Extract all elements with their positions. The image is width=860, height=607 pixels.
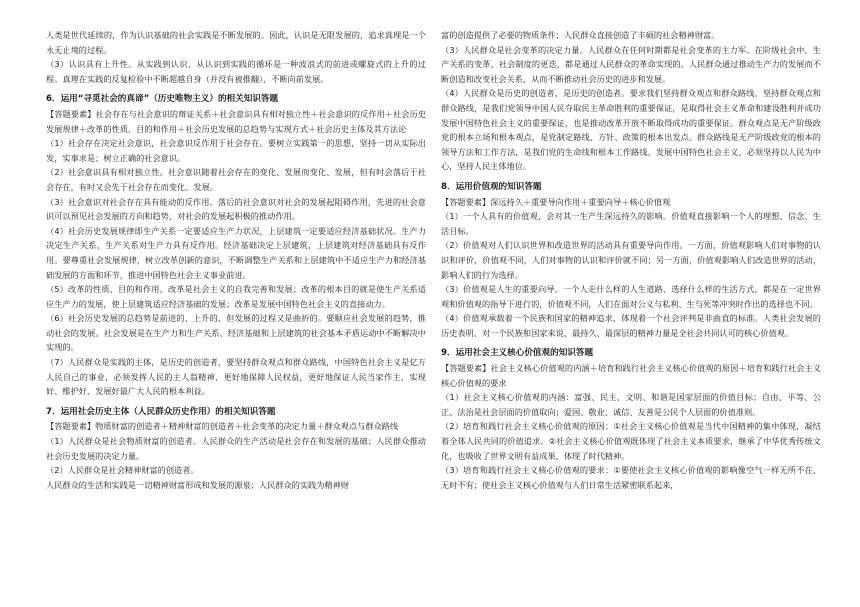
paragraph: 【答题要素】深远持久＋重要导向作用＋重要向导＋核心价值观	[441, 196, 671, 207]
paragraph: 【答题要素】社会主义核心价值观的内涵＋培育和践行社会主义核心价值观的原因＋培育和践行社会主义核心价值观的要求	[441, 363, 821, 388]
paragraph: （4）社会历史发展规律即生产关系一定要适应生产力状况，上层建筑一定要适应经济基础状况。生产力决定生产关系，生产关系对生产力具有反作用。经济基础决定上层建筑，上层建筑对经济基础具有反作用。要尊重社会发展规律，树立改革创新的意识，不断调整生产关系和上层建筑中不适应生产力和经济基础发展的方面和环节，推进中国特色社会主义事业前进。	[46, 225, 426, 280]
paragraph: （1）人民群众是社会物质财富的创造者。人民群众的生产活动是社会存在和发展的基础；人民群众推动社会历史发展的决定力量。	[46, 436, 426, 461]
paragraph: （1）一个人具有的价值观，会对其一生产生深远持久的影响。价值观直接影响一个人的理想、信念、生活目标。	[441, 211, 821, 236]
paragraph: （3）人民群众是社会变革的决定力量。人民群众在任何时期都是社会变革的主力军。在阶级社会中，生产关系的变革、社会制度的更迭，都是通过人民群众的革命实现的。人民群众通过推动生产力的发展而不断创造和改变社会关系，从而不断推动社会历史的进步和发展。	[441, 44, 821, 84]
paragraph: （2）社会意识具有相对独立性。社会意识随着社会存在的变化、发展而变化、发展，但有时会落后于社会存在，有时又会先于社会存在而变化、发展。	[46, 167, 426, 192]
paragraph: （7）人民群众是实践的主体，是历史的创造者，要坚持群众观点和群众路线，中国特色社会主义是亿万人民自己的事业，必须发挥人民的主人翁精神，更好地保障人民权益，更好地保证人民当家作主，实现好、维护好、发展好最广大人民的根本利益。	[46, 357, 426, 397]
paragraph: （3）价值观是人生的重要向导。一个人走什么样的人生道路、选择什么样的生活方式，都是在一定世界观和价值观的指导下进行的，价值观不同，人们在面对公义与私利、生与死等冲突时作出的选择也不同。	[441, 284, 821, 309]
section-heading: 6．运用“寻觅社会的真谛”（历史唯物主义）的相关知识答题	[46, 94, 279, 105]
paragraph: 【答题要素】物质财富的创造者＋精神财富的创造者＋社会变革的决定力量＋群众观点与群众路线	[46, 421, 399, 432]
left-column	[46, 28, 426, 492]
paragraph: （3）培育和践行社会主义核心价值观的要求：①要使社会主义核心价值观的影响像空气一样无所不在、无时不有；使社会主义核心价值观与人们日常生活紧密联系起来，	[441, 465, 821, 490]
paragraph: （3）社会意识对社会存在具有能动的反作用。落后的社会意识对社会的发展起阻碍作用，先进的社会意识可以预见社会发展的方向和趋势，对社会的发展起积极的推动作用。	[46, 196, 426, 222]
paragraph: （2）培育和践行社会主义核心价值观的原因：①社会主义核心价值观是当代中国精神的集中体现，凝结着全体人民共同的价值追求。②社会主义核心价值观既体现了社会主义本质要求，继承了中华优秀传统文化，也吸收了世界文明有益成果，体现了时代精神。	[441, 421, 821, 461]
paragraph: 人民群众的生活和实践是一切精神财富形成和发展的源泉；人民群众的实践为精神财	[46, 479, 349, 490]
right-column	[441, 28, 821, 492]
paragraph: 人类是世代延续的，作为认识基础的社会实践是不断发展的。因此，认识是无限发展的，追求真理是一个永无止境的过程。	[46, 30, 426, 55]
paragraph: （1）社会主义核心价值观的内涵：富强、民主、文明、和谐是国家层面的价值目标；自由、平等、公正、法治是社会层面的价值取向；爱国、敬业、诚信、友善是公民个人层面的价值准则。	[441, 392, 821, 417]
paragraph: （1）社会存在决定社会意识，社会意识反作用于社会存在。要树立实践第一的思想，坚持一切从实际出发，实事求是；树立正确的社会意识。	[46, 138, 426, 163]
paragraph: （2）人民群众是社会精神财富的创造者。	[46, 465, 199, 476]
section-heading: 9．运用社会主义核心价值观的知识答题	[441, 348, 594, 359]
section-heading: 8．运用价值观的知识答题	[441, 181, 542, 192]
section-heading: 7．运用社会历史主体（人民群众历史作用）的相关知识答题	[46, 406, 276, 417]
paragraph: （4）价值观承载着一个民族和国家的精神追求，体现着一个社会评判是非曲直的标准。人类社会发展的历史表明，对一个民族和国家来说，最持久、最深层的精神力量是全社会共同认可的核心价值观。	[441, 313, 821, 338]
paragraph: （4）人民群众是历史的创造者，是历史的创造者。要求我们坚持群众观点和群众路线。坚持群众观点和群众路线，是我们党领导中国人民夺取民主革命胜利的重要保证，是取得社会主义革命和建设胜利并成功发展中国特色社会主义的重要保证，也是推动改革开放不断取得成功的重要保证。群众观点是无产阶级政党的根本立场和根本观点，是党制定路线、方针、政策的根本出发点。群众路线是无产阶级政党的根本的领导方法和工作方法，是我们党的生命线和根本工作路线。发展中国特色社会主义，必须坚持以人民为中心，坚持人民主体地位。	[441, 88, 821, 172]
paragraph: 【答题要素】社会存在与社会意识的辩证关系＋社会意识具有相对独立性＋社会意识的反作用＋社会历史发展规律＋改革的性质、目的和作用＋社会历史发展的总趋势与实现方式＋社会历史主体及其方法论	[46, 108, 426, 134]
paragraph: 富的创造提供了必要的物质条件；人民群众直接创造了丰硕的社会精神财富。	[441, 30, 720, 40]
paragraph: （2）价值观对人们认识世界和改造世界的活动具有重要导向作用。一方面，价值观影响人们对事物的认识和评价，价值观不同，人们对事物的认识和评价就不同；另一方面，价值观影响人们改造世界的活动，影响人们的行为选择。	[441, 240, 821, 280]
paragraph: （5）改革的性质、目的和作用。改革是社会主义的自我完善和发展；改革的根本目的就是使生产关系适应生产力的发展，使上层建筑适应经济基础的发展；改革是发展中国特色社会主义的直接动力。	[46, 284, 426, 309]
paragraph: （3）认识具有上升性。从实践到认识、从认识到实践的循环是一种波浪式的前进或螺旋式的上升的过程。真理在实践的反复检验中不断超越自身（并没有被推翻），不断向前发展。	[46, 59, 426, 84]
paragraph: （6）社会历史发展的总趋势是前进的、上升的，但发展的过程又是曲折的。要顺应社会发展的趋势，推动社会的发展。社会发展是在生产力和生产关系、经济基础和上层建筑的社会基本矛盾运动中不断解决中实现的。	[46, 313, 426, 353]
